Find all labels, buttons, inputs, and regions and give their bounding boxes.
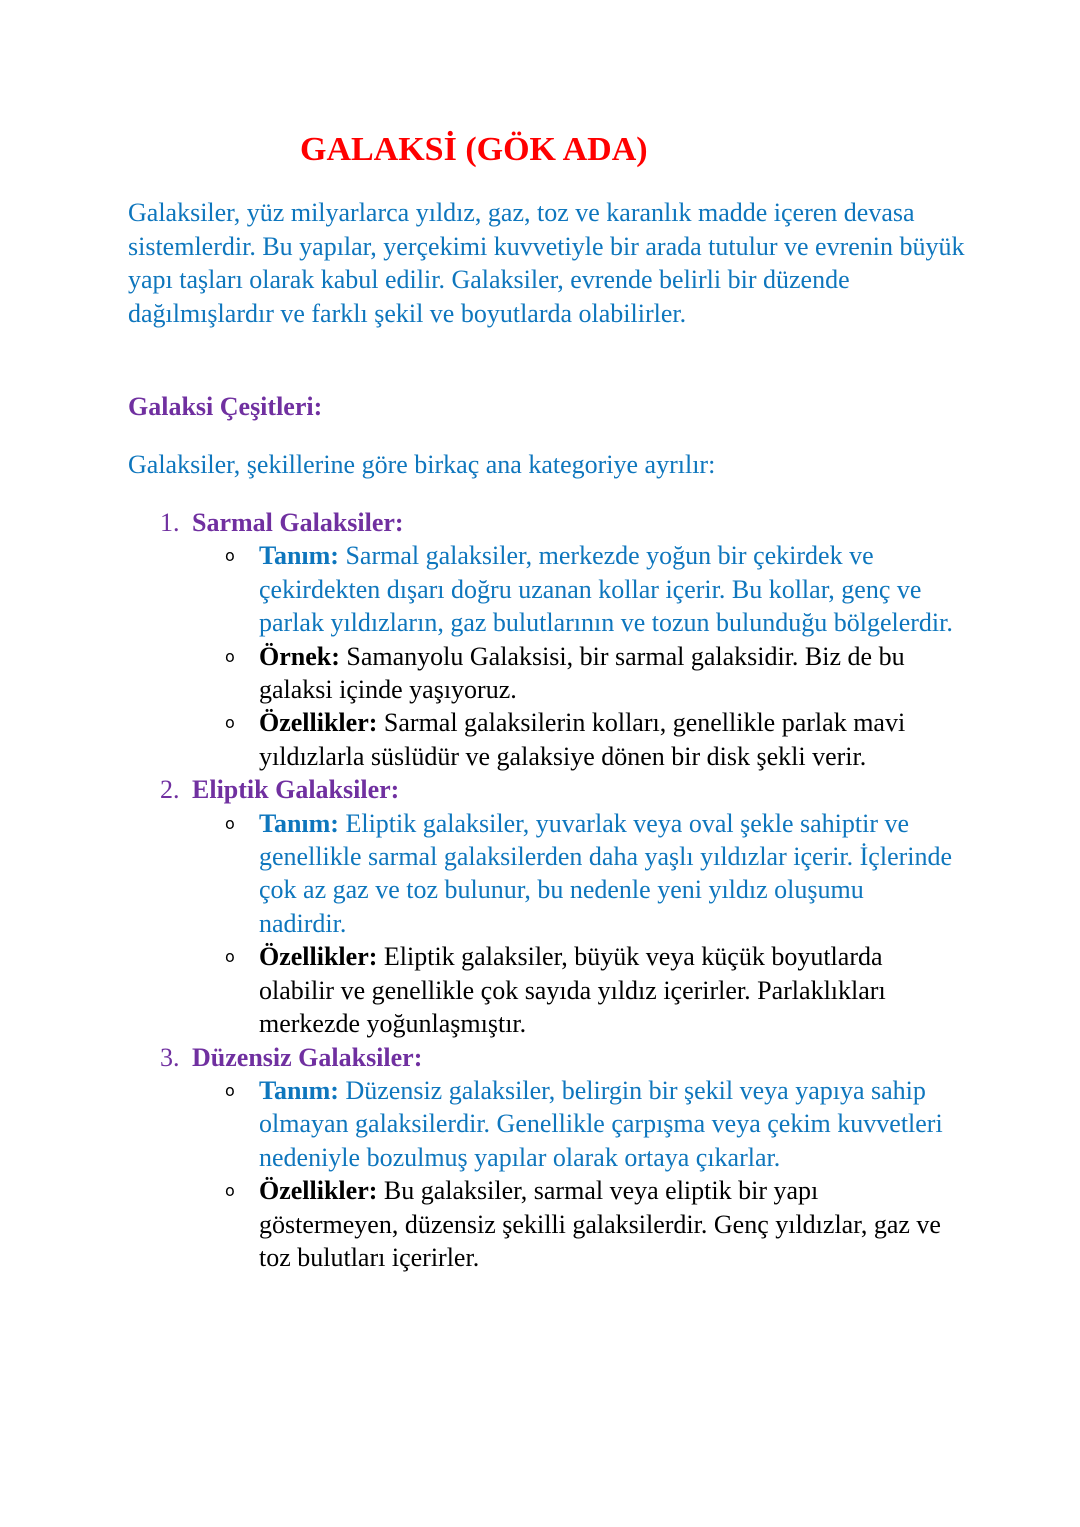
item-text: Samanyolu Galaksisi, bir sarmal galaksidir. Biz de bu galaksi içinde yaşıyoruz. bbox=[259, 641, 905, 705]
category-name: Eliptik Galaksiler: bbox=[192, 775, 400, 805]
item-label: Tanım: bbox=[259, 808, 339, 838]
list-item bbox=[160, 706, 954, 773]
item-text: Eliptik galaksiler, büyük veya küçük boyutlarda olabilir ve genellikle çok sayıda yıldız içerirler. Parlaklıkları merkezde yoğunlaşmıştır. bbox=[259, 942, 886, 1039]
bullet-circle-icon: o bbox=[225, 713, 235, 733]
bullet-circle-icon: o bbox=[225, 546, 235, 566]
intro-paragraph: Galaksiler, yüz milyarlarca yıldız, gaz, toz ve karanlık madde içeren devasa sistemlerdir. Bu yapılar, yerçekimi kuvvetiyle bir arada tutulur ve evrenin büyük yapı taşları olarak kabul edilir. Galaksiler, evrende belirli bir düzende dağılmışlardır ve farklı şekil ve boyutlarda olabilirler. bbox=[128, 198, 965, 328]
item-label: Örnek: bbox=[259, 641, 340, 671]
category-number: 2. bbox=[160, 775, 180, 805]
bullet-circle-icon: o bbox=[225, 813, 235, 833]
types-lead-paragraph: Galaksiler, şekillerine göre birkaç ana kategoriye ayrılır: bbox=[128, 450, 716, 479]
bullet-circle-icon: o bbox=[225, 947, 235, 967]
item-text: Sarmal galaksiler, merkezde yoğun bir çekirdek ve çekirdekten dışarı doğru uzanan kollar içerir. Bu kollar, genç ve parlak yıldızların, gaz bulutlarının ve tozun bulunduğu bölgelerdir. bbox=[259, 541, 953, 638]
category-sarmal bbox=[160, 506, 980, 539]
bullet-circle-icon: o bbox=[225, 1181, 235, 1201]
item-label: Özellikler: bbox=[259, 708, 378, 738]
list-item bbox=[160, 807, 954, 941]
page-title: GALAKSİ (GÖK ADA) bbox=[300, 131, 648, 168]
category-duzensiz bbox=[160, 1041, 980, 1074]
item-text: Düzensiz galaksiler, belirgin bir şekil veya yapıya sahip olmayan galaksilerdir. Genellikle çarpışma veya çekim kuvvetleri nedeniyle bozulmuş yapılar olarak ortaya çıkarlar. bbox=[259, 1075, 943, 1172]
bullet-circle-icon: o bbox=[225, 1080, 235, 1100]
types-heading: Galaksi Çeşitleri: bbox=[128, 392, 323, 421]
category-name: Sarmal Galaksiler: bbox=[192, 508, 404, 537]
list-item bbox=[160, 1174, 954, 1274]
bullet-circle-icon: o bbox=[225, 646, 235, 666]
galaxy-type-list bbox=[160, 506, 980, 1274]
list-item bbox=[160, 539, 954, 639]
list-item bbox=[160, 1074, 954, 1174]
category-name: Düzensiz Galaksiler: bbox=[192, 1042, 423, 1072]
category-eliptik bbox=[160, 773, 980, 806]
item-label: Tanım: bbox=[259, 1075, 339, 1105]
item-label: Özellikler: bbox=[259, 1176, 378, 1206]
item-text: Eliptik galaksiler, yuvarlak veya oval şekle sahiptir ve genellikle sarmal galaksilerden daha yaşlı yıldızlar içerir. İçlerinde çok az gaz ve toz bulunur, bu nedenle yeni yıldız oluşumu nadirdir. bbox=[259, 808, 953, 938]
item-text: Bu galaksiler, sarmal veya eliptik bir yapı göstermeyen, düzensiz şekilli galaksilerdir. Genç yıldızlar, gaz ve toz bulutları içerirler. bbox=[259, 1176, 941, 1272]
list-item bbox=[160, 640, 954, 707]
item-label: Tanım: bbox=[259, 541, 339, 571]
list-item bbox=[160, 940, 954, 1040]
item-text: Sarmal galaksilerin kolları, genellikle parlak mavi yıldızlarla süslüdür ve galaksiye dönen bir disk şekli verir. bbox=[259, 708, 906, 771]
category-number: 1. bbox=[160, 508, 180, 537]
category-number: 3. bbox=[160, 1042, 180, 1072]
item-label: Özellikler: bbox=[259, 942, 378, 972]
